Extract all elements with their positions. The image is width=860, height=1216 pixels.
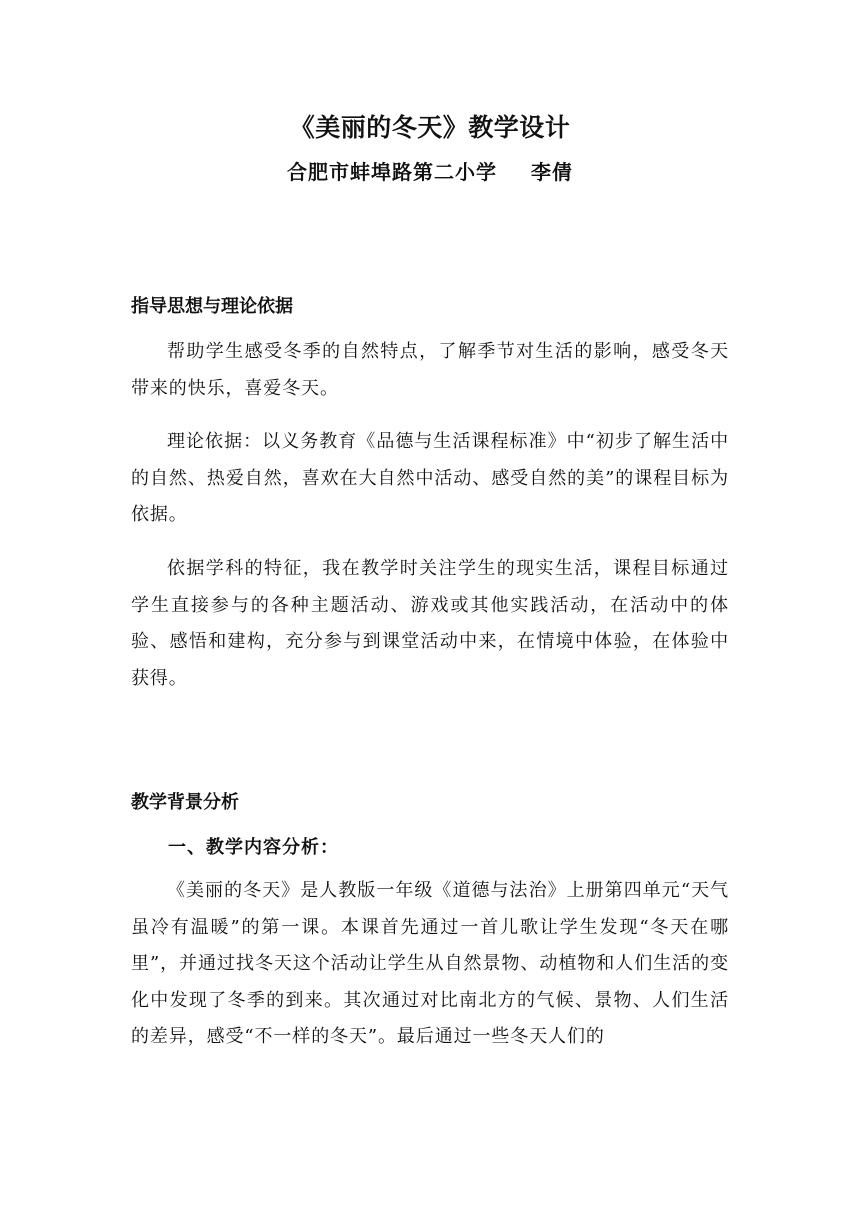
paragraph: 《美丽的冬天》是人教版一年级《道德与法治》上册第四单元“天气虽冷有温暖”的第一课。本课首先通过一首儿歌让学生发现“冬天在哪里”，并通过找冬天这个活动让学生从自然景物、动植物和人们生活的变化中发现了冬季的到来。其次通过对比南北方的气候、景物、人们生活的差异，感受“不一样的冬天”。最后通过一些冬天人们的 [131,880,729,1048]
section-heading-guiding-ideas: 指导思想与理论依据 [131,296,293,317]
paragraph: 依据学科的特征，我在教学时关注学生的现实生活，课程目标通过学生直接参与的各种主题活动、游戏或其他实践活动，在活动中的体验、感悟和建构，充分参与到课堂活动中来，在情境中体验，在体验中获得。 [131,558,729,689]
author-line [0,156,860,188]
section-heading-teaching-background: 教学背景分析 [131,792,239,813]
paragraph: 帮助学生感受冬季的自然特点，了解季节对生活的影响，感受冬天带来的快乐，喜爱冬天。 [131,341,729,399]
school-name: 合肥市蚌埠路第二小学 [287,160,497,184]
document-title: 《美丽的冬天》教学设计 [289,113,571,142]
author-name: 李倩 [531,160,573,184]
subheading-content-analysis: 一、教学内容分析： [168,837,339,858]
paragraph: 理论依据：以义务教育《品德与生活课程标准》中“初步了解生活中的自然、热爱自然，喜欢在大自然中活动、感受自然的美”的课程目标为依据。 [131,431,729,526]
